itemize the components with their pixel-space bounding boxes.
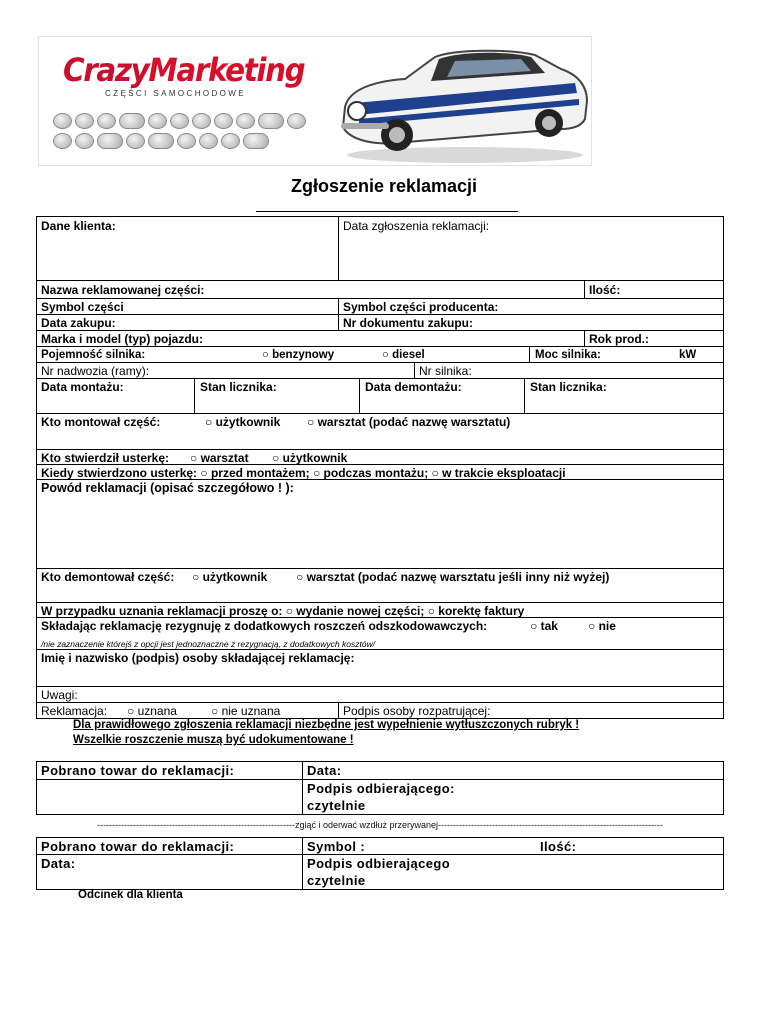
receipt-office: [36, 761, 724, 815]
vin-label: Nr nadwozia (ramy):: [41, 364, 150, 378]
reviewer-signature-label: Podpis osoby rozpatrującej:: [343, 704, 491, 718]
remover-workshop-radio[interactable]: ○ warsztat (podać nazwę warsztatu jeśli inny niż wyżej): [296, 570, 610, 584]
defect-finder-label: Kto stwierdził usterkę:: [41, 451, 170, 465]
brand-logo-icon: [221, 133, 240, 149]
receipt-quantity-label: Ilość:: [540, 839, 577, 854]
brand-logo-icon: [236, 113, 255, 129]
header-banner: [38, 36, 592, 166]
client-data-label: Dane klienta:: [41, 219, 116, 233]
goods-received-label: Pobrano towar do reklamacji:: [41, 763, 235, 778]
brand-logo-icon: [243, 133, 269, 149]
complaint-date-label: Data zgłoszenia reklamacji:: [343, 219, 490, 233]
brand-logo-icon: [214, 113, 233, 129]
vehicle-model-label: Marka i model (typ) pojazdu:: [41, 332, 204, 346]
install-date-label: Data montażu:: [41, 380, 124, 394]
defect-finder-workshop-radio[interactable]: ○ warsztat: [190, 451, 249, 465]
brand-logo-icon: [75, 133, 94, 149]
receipt-client: [36, 837, 724, 890]
brand-logo-icon: [148, 113, 167, 129]
defect-finder-user-radio[interactable]: ○ użytkownik: [272, 451, 348, 465]
brand-logo-icon: [126, 133, 145, 149]
brand-logo-icon: [53, 133, 72, 149]
documentation-note: Wszelkie roszczenie muszą być udokumentowane !: [73, 734, 354, 746]
kw-unit-label: kW: [679, 349, 697, 361]
brand-logo-icon: [287, 113, 306, 129]
goods-received-label: Pobrano towar do reklamacji:: [41, 839, 235, 854]
brand-logo-icon: [199, 133, 218, 149]
brand-logo-icon: [97, 133, 123, 149]
waiver-label: Składając reklamację rezygnuję z dodatkowych roszczeń odszkodowawczych:: [41, 619, 488, 633]
receiver-signature-label: Podpis odbierającego: [307, 856, 451, 871]
purchase-date-label: Data zakupu:: [41, 316, 116, 330]
engine-power-label: Moc silnika:: [535, 349, 601, 361]
production-year-label: Rok prod.:: [589, 332, 649, 346]
receipt-date-label: Data:: [307, 763, 342, 778]
remarks-label: Uwagi:: [41, 688, 78, 702]
defect-time-options[interactable]: Kiedy stwierdzono usterkę: ○ przed montażem; ○ podczas montażu; ○ w trakcie eksploatacji: [41, 466, 566, 480]
waiver-yes-radio[interactable]: ○ tak: [530, 619, 558, 633]
brand-logo-icon: [192, 113, 211, 129]
required-fields-note: Dla prawidłowego zgłoszenia reklamacji niezbędne jest wypełnienie wytłuszczonych rubryk !: [73, 719, 580, 731]
acceptance-options[interactable]: W przypadku uznania reklamacji proszę o: ○ wydanie nowej części; ○ korektę faktury: [41, 604, 525, 618]
brand-logo-icon: [53, 113, 72, 129]
removal-date-label: Data demontażu:: [365, 380, 462, 394]
removal-odometer-label: Stan licznika:: [530, 380, 607, 394]
waiver-note: /nie zaznaczenie którejś z opcji jest jednoznaczne z rezygnacją, z dodatkowych kosztów/: [41, 639, 376, 649]
waiver-no-radio[interactable]: ○ nie: [588, 619, 616, 633]
receiver-signature-legibly: czytelnie: [307, 873, 366, 888]
client-stub-label: Odcinek dla klienta: [78, 889, 183, 901]
brand-logo-icon: [97, 113, 116, 129]
company-logo: CrazyMarketing: [63, 51, 305, 89]
brand-logo-icon: [170, 113, 189, 129]
engine-number-label: Nr silnika:: [419, 364, 472, 378]
receipt-symbol-label: Symbol :: [307, 839, 366, 854]
complaint-reason-label: Powód reklamacji (opisać szczegółowo ! ):: [41, 481, 294, 495]
complaint-form: [36, 216, 724, 719]
diesel-radio[interactable]: ○ diesel: [382, 349, 425, 361]
receiver-signature-legibly: czytelnie: [307, 798, 366, 813]
remover-user-radio[interactable]: ○ użytkownik: [192, 570, 268, 584]
part-symbol-label: Symbol części: [41, 300, 124, 314]
purchase-document-label: Nr dokumentu zakupu:: [343, 316, 474, 330]
tear-off-line: ------------------------------------------------------------------zgiąć i oderwać wzdłuż przerywanej---------------------------------------------------------------------------: [97, 820, 663, 830]
petrol-radio[interactable]: ○ benzynowy: [262, 349, 335, 361]
install-odometer-label: Stan licznika:: [200, 380, 277, 394]
installer-workshop-radio[interactable]: ○ warsztat (podać nazwę warsztatu): [307, 415, 511, 429]
applicant-name-label: Imię i nazwisko (podpis) osoby składającej reklamację:: [41, 651, 355, 665]
page-title: Zgłoszenie reklamacji: [290, 176, 478, 196]
quantity-label: Ilość:: [589, 283, 621, 297]
receipt-date-label: Data:: [41, 856, 76, 871]
brand-logo-icon: [258, 113, 284, 129]
producer-symbol-label: Symbol części producenta:: [343, 300, 499, 314]
installer-user-radio[interactable]: ○ użytkownik: [205, 415, 281, 429]
brand-logo-icon: [75, 113, 94, 129]
company-tagline: CZĘŚCI SAMOCHODOWE: [105, 89, 246, 98]
receiver-signature-label: Podpis odbierającego:: [307, 781, 455, 796]
title-underline: [256, 211, 518, 212]
installer-label: Kto montował część:: [41, 415, 161, 429]
part-name-label: Nazwa reklamowanej części:: [41, 283, 205, 297]
remover-label: Kto demontował część:: [41, 570, 175, 584]
brand-logo-icon: [177, 133, 196, 149]
engine-capacity-label: Pojemność silnika:: [41, 349, 146, 361]
brand-logo-icon: [119, 113, 145, 129]
complaint-status-label: Reklamacja:: [41, 704, 108, 718]
rejected-radio[interactable]: ○ nie uznana: [211, 704, 281, 718]
car-icon: [335, 43, 591, 165]
car-brand-logos: [53, 113, 323, 149]
accepted-radio[interactable]: ○ uznana: [127, 704, 177, 718]
brand-logo-icon: [148, 133, 174, 149]
